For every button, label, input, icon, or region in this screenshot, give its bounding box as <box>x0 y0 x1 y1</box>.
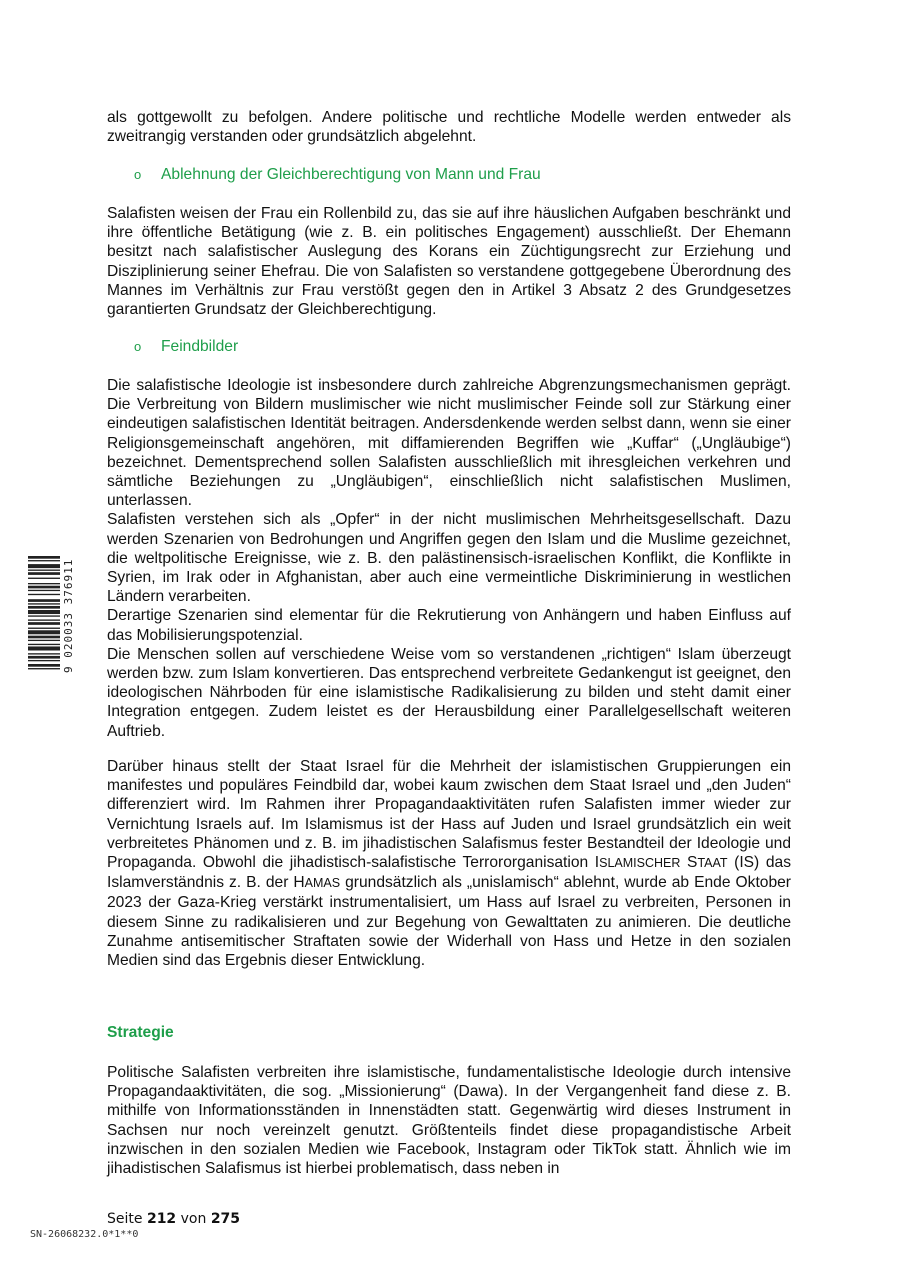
paragraph-text <box>107 757 791 970</box>
paragraph-strategie <box>107 1063 791 1178</box>
barcode-bar <box>28 646 60 650</box>
barcode-bar <box>28 556 60 559</box>
paragraph-text: Salafisten verstehen sich als „Opfer“ in der nicht muslimischen Mehrheitsgesellschaft. Dazu werden Szenarien von Bedrohungen und Angriffen gegen den Islam und die Muslime gezeichnet, die weltpolitische Ereignisse, wie z. B. den palästinensisch-israelischen Konflikt, die Konflikte in Syrien, im Irak oder in Afghanistan, aber auch eine vermeintliche Diskriminierung in westlichen Ländern verarbeiten. <box>107 511 791 606</box>
page-total: 275 <box>210 1211 241 1227</box>
barcode-digits: 9 020033 376911 <box>62 559 75 674</box>
paragraph-text: Derartige Szenarien sind elementar für die Rekrutierung von Anhängern und haben Einfluss auf das Mobilisierungspotenzial. <box>107 607 791 644</box>
barcode-bar <box>28 610 60 614</box>
paragraph-text: Salafisten weisen der Frau ein Rollenbild zu, das sie auf ihre häuslichen Aufgaben beschränkt und ihre öffentliche Betätigung (wie z. B. ein politisches Engagement) ausschließt. Der Ehemann besitzt nach salafistischer Auslegung des Korans ein Züchtigungsrecht zur Erziehung und Disziplinierung seiner Ehefrau. Die von Salafisten so verstandene gottgegebene Überordnung des Mannes im Verhältnis zur Frau verstößt gegen den in Artikel 3 Absatz 2 des Grundgesetzes garantierten Grundsatz der Gleichberechtigung. <box>107 205 791 319</box>
barcode-bar <box>28 615 60 616</box>
page-number: 212 <box>146 1211 177 1227</box>
barcode-bar <box>28 590 60 591</box>
barcode-bar <box>28 630 60 634</box>
text-run: H <box>293 874 305 892</box>
text-run: AMAS <box>304 876 341 891</box>
paragraph-israel <box>107 757 791 970</box>
barcode-bar <box>28 570 60 571</box>
barcode-bar <box>28 603 60 604</box>
barcode-bar <box>28 572 60 575</box>
paragraph-intro <box>107 108 791 146</box>
barcode-bar <box>28 644 60 645</box>
text-run: grundsätzlich als „unislamisch“ ablehnt, wurde ab Ende Oktober 2023 der Gaza-Krieg verstärkt instrumentalisiert, um Hass auf Israel zu verbreiten, Personen in diesem Sinne zu radikalisieren und zur Begehung von Gewalttaten zu animieren. Die deutliche Zunahme antisemitischer Straftaten sowie der Widerhall von Hass und Hetze in den sozialen Medien sind das Ergebnis dieser Entwicklung. <box>107 874 791 970</box>
bullet-label: Ablehnung der Gleichberechtigung von Mann und Frau <box>161 166 541 183</box>
paragraph-text: als gottgewollt zu befolgen. Andere politische und rechtliche Modelle werden entweder als zweitrangig verstanden oder grundsätzlich abgelehnt. <box>107 109 791 146</box>
barcode-bar <box>28 622 60 625</box>
barcode-bar <box>28 586 60 589</box>
barcode-bar <box>28 583 60 584</box>
paragraph-rollenbild <box>107 204 791 319</box>
paragraph-text: Politische Salafisten verbreiten ihre islamistische, fundamentalistische Ideologie durch intensive Propagandaaktivitäten, die sog. „Missionierung“ (Dawa). In der Vergangenheit fand diese z. B. mithilfe von Informationsständen in Innenstädten statt. Gegenwärtig wird dieses Instrument in Sachsen nur noch vereinzelt genutzt. Größtenteils findet diese propagandistische Arbeit inzwischen in den sozialen Medien wie Facebook, Instagram oder TikTok statt. Ähnlich wie im jihadistischen Salafismus ist hierbei problematisch, dass neben in <box>107 1064 791 1178</box>
barcode-bar <box>28 560 60 561</box>
barcode-bar <box>28 619 60 620</box>
barcode-bar <box>28 664 60 667</box>
barcode-bar <box>28 594 60 595</box>
paragraph-text: Die Menschen sollen auf verschiedene Weise vom so verstandenen „richtigen“ Islam überzeugt werden bzw. zum Islam konvertieren. Das entsprechend verbreitete Gedankengut ist geeignet, den ideologischen Nährboden für eine islamistische Radikalisierung zu bilden und steht damit einer Integration entgegen. Zudem leistet es der Herausbildung einer Parallelgesellschaft weiteren Auftrieb. <box>107 645 791 740</box>
barcode-bar <box>28 636 60 639</box>
text-run: SLAMISCHER <box>599 856 681 871</box>
paragraph-group-feindbilder <box>107 376 791 741</box>
bullet-marker-icon: o <box>134 167 142 182</box>
barcode-bar <box>28 578 60 579</box>
bullet-gleichberechtigung <box>134 165 541 184</box>
text-run: S <box>680 854 698 872</box>
barcode-bar <box>28 628 60 629</box>
footer-mid: von <box>176 1211 211 1227</box>
bullet-label: Feindbilder <box>161 338 239 355</box>
barcode-bar <box>28 606 60 609</box>
bullet-marker-icon: o <box>134 339 142 354</box>
document-id: SN-26068232.0*1**0 <box>30 1229 139 1240</box>
footer-prefix: Seite <box>107 1211 147 1227</box>
barcode-bar <box>28 599 60 602</box>
barcode-bar <box>28 668 60 669</box>
barcode-bar <box>28 564 60 568</box>
text-run: TAAT <box>697 856 728 871</box>
page-footer <box>107 1211 240 1227</box>
barcode-bar <box>28 656 60 659</box>
barcode-bar <box>28 640 60 641</box>
barcode-bar <box>28 653 60 654</box>
barcode-bar <box>28 660 60 661</box>
text-run: (IS) das Islamverständnis z. B. der <box>107 854 791 892</box>
section-heading: Strategie <box>107 1024 174 1041</box>
text-run: Darüber hinaus stellt der Staat Israel für die Mehrheit der islamistischen Gruppierungen ein manifestes und populäres Feindbild dar, wobei kaum zwischen dem Staat Israel und „den Juden“ differenziert wird. Im Rahmen ihrer Propagandaaktivitäten rufen Salafisten immer wieder zur Vernichtung Israels auf. Im Islamismus ist der Hass auf Juden und Israel grundsätzlich ein weit verbreitetes Phänomen und z. B. im jihadistischen Salafismus fester Bestandteil der Ideologie und Propaganda. Obwohl die jihadistisch-salafistische Terrororganisation <box>107 758 791 872</box>
paragraph-text: Die salafistische Ideologie ist insbesondere durch zahlreiche Abgrenzungsmechanismen geprägt. Die Verbreitung von Bildern muslimischer wie nicht muslimischer Feinde soll zur Stärkung einer eindeutigen salafistischen Identität beitragen. Andersdenkende werden selbst dann, wenn sie einer Religionsgemeinschaft angehören, mit diffamierenden Begriffen wie „Kuffar“ („Ungläubige“) bezeichnet. Dementsprechend sollen Salafisten ausschließlich mit ihresgleichen verkehren und sämtliche Beziehungen zu „Ungläubigen“, einschließlich nicht salafistischen Muslimen, unterlassen. <box>107 377 791 510</box>
bullet-feindbilder <box>134 337 238 356</box>
text-run: I <box>594 854 600 872</box>
